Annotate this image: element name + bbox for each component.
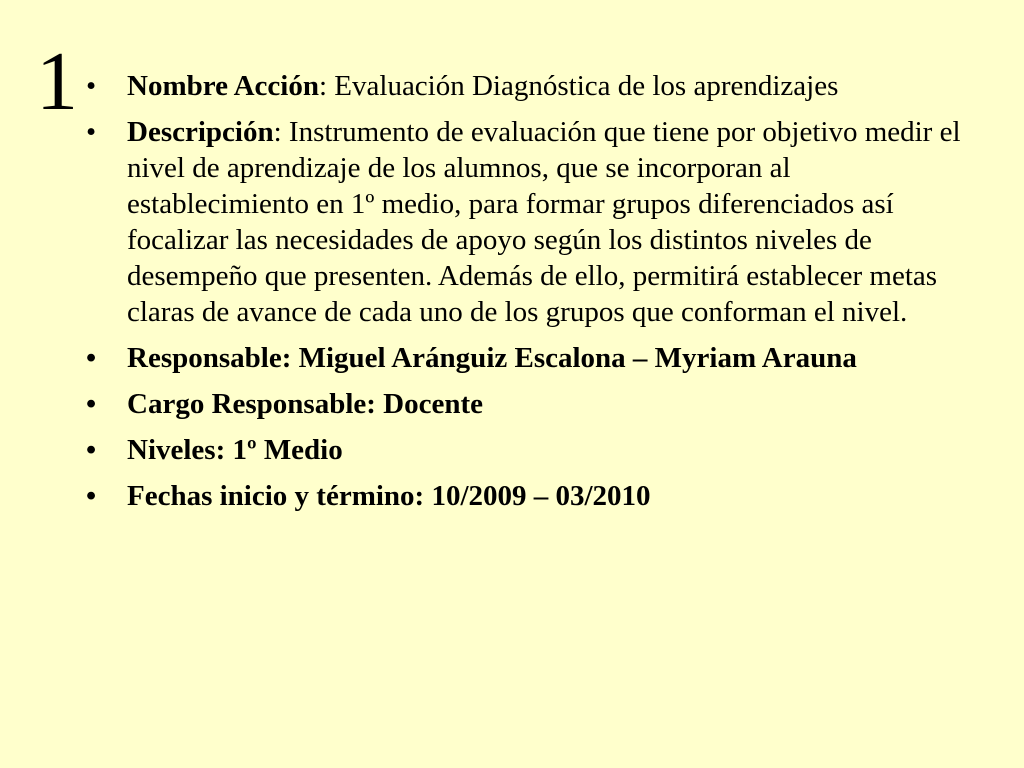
slide-number: 1 bbox=[36, 35, 78, 128]
bullet-item-cargo-responsable bbox=[86, 386, 966, 422]
nombre-accion-value: Evaluación Diagnóstica de los aprendizajes bbox=[334, 70, 839, 102]
bullet-list bbox=[86, 68, 966, 524]
bullet-item-niveles bbox=[86, 432, 966, 468]
bullet-item-descripcion bbox=[86, 114, 966, 330]
bullet-item-fechas bbox=[86, 478, 966, 514]
bullet-icon: • bbox=[86, 388, 97, 420]
nombre-accion-separator: : bbox=[318, 70, 335, 102]
bullet-item-nombre-accion bbox=[86, 68, 966, 104]
bullet-item-responsable bbox=[86, 340, 966, 376]
niveles-text: Niveles: 1º Medio bbox=[127, 434, 343, 466]
responsable-text: Responsable: Miguel Aránguiz Escalona – Myriam Arauna bbox=[127, 342, 857, 374]
fechas-text: Fechas inicio y término: 10/2009 – 03/2010 bbox=[127, 480, 651, 512]
descripcion-label: Descripción bbox=[127, 116, 274, 148]
nombre-accion-label: Nombre Acción bbox=[127, 70, 319, 102]
bullet-icon: • bbox=[86, 480, 97, 512]
bullet-icon: • bbox=[86, 434, 97, 466]
bullet-icon: • bbox=[86, 70, 97, 102]
descripcion-value: Instrumento de evaluación que tiene por objetivo medir el nivel de aprendizaje de los alumnos, que se incorporan al establecimiento en 1º medio, para formar grupos diferenciados así focalizar las necesidades de apoyo según los distintos niveles de desempeño que presenten. Además de ello, permitirá establecer metas claras de avance de cada uno de los grupos que conforman el nivel. bbox=[127, 116, 961, 328]
descripcion-separator: : bbox=[273, 116, 289, 148]
bullet-icon: • bbox=[86, 342, 97, 374]
cargo-responsable-text: Cargo Responsable: Docente bbox=[127, 388, 484, 420]
bullet-icon: • bbox=[86, 116, 97, 148]
